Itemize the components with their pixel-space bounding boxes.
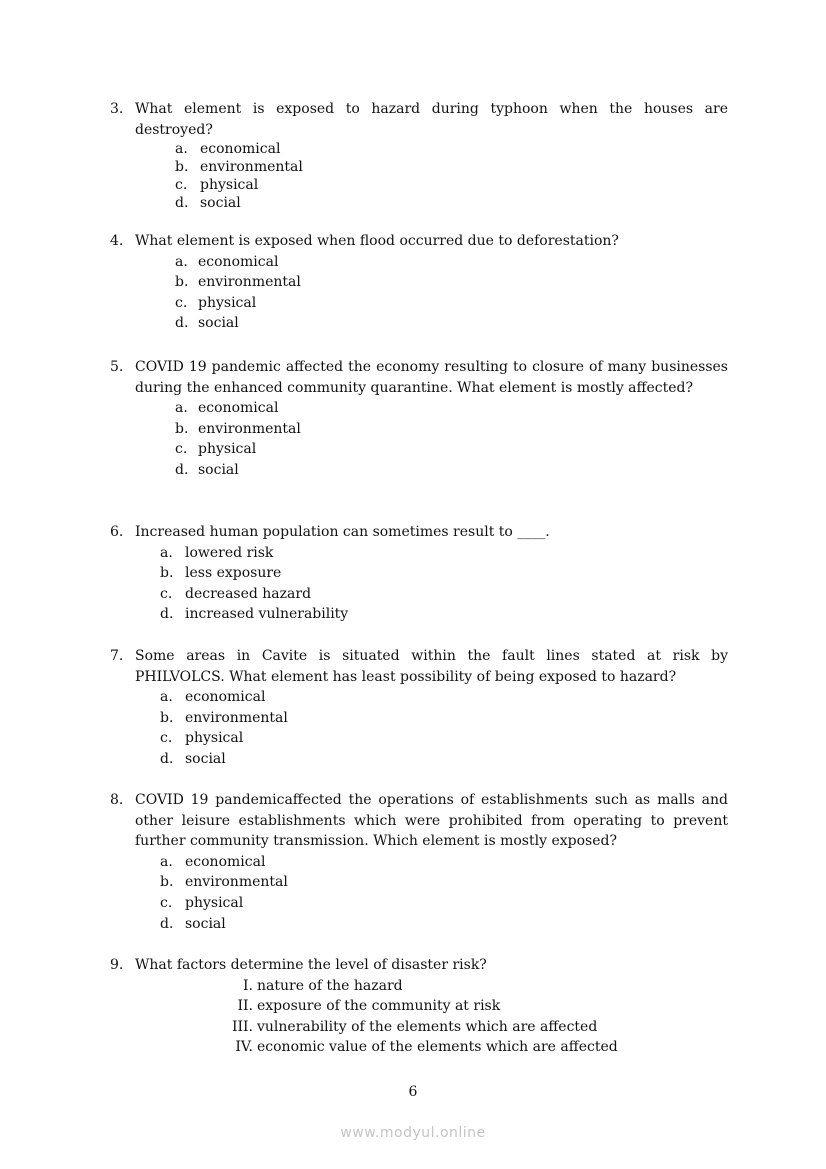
answer-option: [110, 914, 728, 935]
option-letter: a.: [175, 141, 188, 158]
option-text: decreased hazard: [185, 585, 312, 602]
question-number: 4.: [110, 233, 124, 249]
answer-option: [110, 543, 728, 564]
options-list: [110, 252, 728, 334]
option-letter: d.: [160, 750, 174, 767]
option-text: social: [185, 915, 226, 932]
answer-option: [110, 439, 728, 460]
option-letter: d.: [160, 606, 174, 623]
answer-option: [110, 852, 728, 873]
question-text: COVID 19 pandemicaffected the operations of establishments such as malls and other leisure establishments which were prohibited from operating to prevent further community transmission. Which element is mostly exposed?: [135, 792, 728, 850]
options-list: [110, 687, 728, 769]
question-number: 7.: [110, 648, 124, 664]
item-numeral: IV.: [235, 1039, 253, 1056]
question-text: What factors determine the level of disaster risk?: [135, 957, 487, 973]
option-letter: a.: [175, 400, 188, 417]
option-text: social: [200, 195, 241, 212]
question-number: 6.: [110, 524, 124, 540]
answer-option: [110, 140, 728, 158]
option-letter: b.: [175, 274, 189, 291]
option-text: physical: [200, 177, 259, 194]
option-text: physical: [198, 441, 257, 458]
question-text: Some areas in Cavite is situated within the fault lines stated at risk by PHILVOLCS. What element has least possibility of being exposed to hazard?: [135, 648, 728, 685]
option-letter: d.: [175, 461, 189, 478]
options-list: [110, 543, 728, 625]
option-text: environmental: [200, 159, 303, 176]
question-stem: [110, 646, 728, 687]
question-number: 3.: [110, 101, 124, 117]
question-stem: [110, 231, 728, 252]
option-text: economical: [198, 253, 279, 270]
question-stem: [110, 99, 728, 140]
answer-option: [110, 604, 728, 625]
item-numeral: III.: [231, 1018, 253, 1035]
question-text: What element is exposed when flood occurred due to deforestation?: [135, 233, 619, 249]
answer-option: [110, 398, 728, 419]
option-text: economical: [198, 400, 279, 417]
options-list: [110, 398, 728, 480]
item-text: exposure of the community at risk: [257, 998, 501, 1015]
option-text: social: [198, 315, 239, 332]
option-text: physical: [185, 730, 244, 747]
factor-item: [110, 1017, 728, 1038]
question-stem: [110, 357, 728, 398]
option-letter: b.: [160, 565, 174, 582]
option-letter: c.: [175, 441, 188, 458]
option-letter: c.: [160, 894, 173, 911]
option-text: economical: [185, 689, 266, 706]
answer-option: [110, 293, 728, 314]
question-6: [110, 522, 728, 625]
question-4: [110, 231, 728, 334]
option-letter: c.: [160, 585, 173, 602]
item-numeral: I.: [243, 977, 253, 994]
question-text: COVID 19 pandemic affected the economy resulting to closure of many businesses during the enhanced community quarantine. What element is mostly affected?: [135, 359, 728, 396]
option-letter: a.: [160, 689, 173, 706]
option-text: increased vulnerability: [185, 606, 349, 623]
options-list: [110, 140, 728, 212]
option-letter: c.: [175, 294, 188, 311]
item-numeral: II.: [237, 998, 253, 1015]
question-9: [110, 955, 728, 1058]
answer-option: [110, 313, 728, 334]
option-letter: a.: [160, 544, 173, 561]
answer-option: [110, 194, 728, 212]
answer-option: [110, 158, 728, 176]
question-stem: [110, 522, 728, 543]
option-text: environmental: [198, 274, 301, 291]
question-5: [110, 357, 728, 481]
answer-option: [110, 687, 728, 708]
option-text: lowered risk: [185, 544, 274, 561]
question-number: 5.: [110, 359, 124, 375]
question-3: [110, 99, 728, 212]
item-text: economic value of the elements which are affected: [257, 1039, 618, 1056]
option-letter: b.: [175, 159, 189, 176]
option-letter: c.: [175, 177, 188, 194]
option-text: physical: [185, 894, 244, 911]
option-letter: d.: [175, 315, 189, 332]
question-text: Increased human population can sometimes result to ____.: [135, 524, 550, 540]
option-text: less exposure: [185, 565, 282, 582]
answer-option: [110, 252, 728, 273]
question-stem: [110, 955, 728, 976]
answer-option: [110, 872, 728, 893]
factor-item: [110, 1037, 728, 1058]
option-text: social: [198, 461, 239, 478]
page-number: 6: [408, 1084, 418, 1100]
option-letter: c.: [160, 730, 173, 747]
option-text: economical: [185, 853, 266, 870]
option-letter: b.: [160, 874, 174, 891]
option-text: environmental: [185, 709, 288, 726]
option-text: environmental: [198, 420, 301, 437]
answer-option: [110, 708, 728, 729]
option-letter: a.: [160, 853, 173, 870]
item-text: vulnerability of the elements which are affected: [257, 1018, 598, 1035]
option-letter: b.: [175, 420, 189, 437]
question-7: [110, 646, 728, 770]
item-text: nature of the hazard: [257, 977, 403, 994]
answer-option: [110, 563, 728, 584]
option-letter: d.: [160, 915, 174, 932]
answer-option: [110, 272, 728, 293]
question-text: What element is exposed to hazard during typhoon when the houses are destroyed?: [135, 101, 728, 138]
answer-option: [110, 460, 728, 481]
option-text: social: [185, 750, 226, 767]
options-list: [110, 976, 728, 1058]
answer-option: [110, 728, 728, 749]
question-stem: [110, 790, 728, 852]
answer-option: [110, 584, 728, 605]
answer-option: [110, 176, 728, 194]
question-number: 8.: [110, 792, 124, 808]
question-8: [110, 790, 728, 934]
option-letter: b.: [160, 709, 174, 726]
factor-item: [110, 996, 728, 1017]
option-text: economical: [200, 141, 281, 158]
option-text: environmental: [185, 874, 288, 891]
option-letter: d.: [175, 195, 189, 212]
answer-option: [110, 749, 728, 770]
answer-option: [110, 893, 728, 914]
option-text: physical: [198, 294, 257, 311]
factor-item: [110, 976, 728, 997]
option-letter: a.: [175, 253, 188, 270]
watermark: www.modyul.online: [340, 1125, 486, 1141]
options-list: [110, 852, 728, 934]
question-number: 9.: [110, 957, 124, 973]
answer-option: [110, 419, 728, 440]
